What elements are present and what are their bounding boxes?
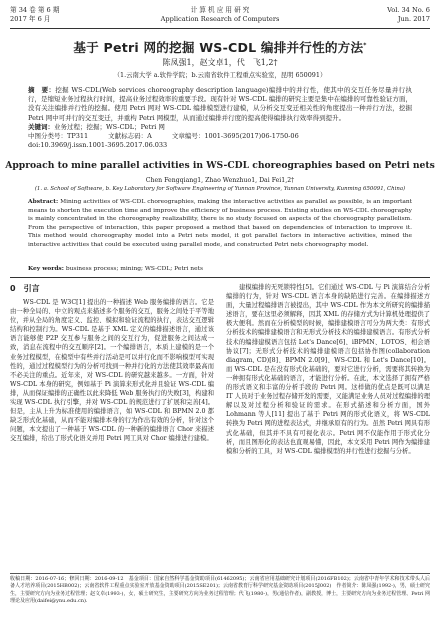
keywords-cn — [28, 123, 412, 132]
author-list-en: Chen Fengqiang1, Zhao Wenzhuo1, Dai Fei1,2† — [145, 177, 295, 184]
section-divider — [10, 277, 430, 278]
journal-name-cn: 计 算 机 应 用 研 究 — [190, 6, 250, 14]
footnote: 收稿日期：2016-07-16；修回日期：2016-09-12 基金项目：国家自然科学基金资助项目(61462095)；云南省应用基础研究计划项目(2016FB102)；云南省中青年学术和技术带头人后备人才培养项目(2015HB002)；云南省软件工程重点实验室开放基金资助项目(2015SE201)；云南省教育厅科学研究基金资助项目(2015J002) 作者简介：陈凤强(1992-)，男，硕士研究生，主要研究方向为业务过程管理；赵文卓(1993-)，女，硕士研究生，主要研究方向为业务过程管理；代飞(1980-)，男(通信作者)，副教授，博士，主要研究方向为业务过程管理、Petri 网理论及应用(daifei@ynu.edu.cn). — [10, 573, 430, 606]
body-column-left — [10, 283, 214, 444]
header-right — [387, 6, 430, 24]
keywords-en-label: Key words: — [28, 265, 64, 272]
keywords-en-text: business process; mining; WS-CDL; Petri nets — [65, 266, 203, 272]
section-heading-introduction: 0 引言 — [10, 284, 40, 293]
abstract-cn — [28, 86, 412, 123]
keywords-en — [28, 264, 412, 274]
classification-line — [28, 132, 412, 141]
affiliation: （1.云南大学 a.软件学院；b.云南省软件工程重点实验室，昆明 650091） — [113, 71, 327, 79]
affiliation-en: (1. a. School of Software, b. Key Laboratory for Software Engineering of Yunnan Province, Yunnan University, Kunming 650091, China) — [34, 186, 406, 192]
volume-cn: 第 34 卷 第 6 期 — [10, 6, 60, 14]
paper-title-en: Approach to mine parallel activities in WS-CDL choreographies based on Petri nets — [5, 160, 435, 171]
header-center — [10, 6, 430, 24]
body-paragraph: 建模编排的无死锁特性[5]。它们通过 WS-CDL 与 Pi 演算结合分析编排的行为，针对 WS-CDL 语言本身的缺陷进行完善。在编排描述方面，大量过程编排语言被提出，其中 WS-CDL 作为本文所研究的编排描述语言，要在这里必须解释，因其 XML 的存储方式为计算机处理提供了极大便利。然而在分析模型的时候，编排建模语言可分为两大类：有形式分析技术的编排建模语言和无形式分析技术的编排建模语言。有形式分析技术的编排建模语言包括 Let's Dance[6]、iBPMN、LOTOS、相会语协议[7]；无形式分析技术的编排建模语言包括协作图(collaboration diagram, CD)[8]、BPMN 2.0[9]、WS-CDL 和 Let's Dance[10]。而 WS-CDL 是在没有形式化基础的，要对它进行分析，需要将其转换为一种拥有形式化基础的语言，才能进行分析。在此，本文选择了拥有严格的形式语义和丰富的分析手段的 Petri 网。这样做的优点是既可以满足 IT 人员对于业务过程存储开发的需要，又能满足业务人员对过程编排的理解以及对过程分析和验证的需求。在形式描述和分析方面，国外 Lohmann 等人[11] 提出了基于 Petri 网的形式化语义，将 WS-CDL 转换为 Petri 网的进程表达式，并继承原有的行为。虽然 Petri 网具有形式化基础，但其并不具有可视化表示。Petri 网不仅能作用于形式化分析，而且图形化的表达也直观易懂，因此，本文采用 Petri 网作为编排建模和分析的工具，对 WS-CDL 编排模型的并行性进行挖掘与分析。 — [226, 284, 430, 455]
date-en: Jun. 2017 — [397, 15, 430, 23]
title-footnote-mark: * — [363, 41, 367, 49]
abstract-cn-text: 挖掘 WS-CDL(Web services choreography description language)编排中的并行性，使其中的交互任务尽量并行执行，是缩短业务过程执行时间，提高业务过程效率的重要手段。现有针对 WS-CDL 编排的研究主要是集中在编排的可靠性验证方面，没有关注编排并行性的挖掘。使用 Petri 网对 WS-CDL 编排模型进行建模，从分析交互变迁相关性的角度提出一种并行方法，挖掘 Petri 网中可并行的交互变迁，并重构 Petri 网模型，从而通过编排并行度的提高使得编排执行效率得到提升。 — [28, 86, 412, 122]
volume-en: Vol. 34 No. 6 — [387, 6, 430, 14]
paper-title-text: 基于 Petri 网的挖掘 WS-CDL 编排并行性的方法 — [73, 40, 364, 55]
running-header — [10, 6, 430, 29]
body-column-right — [226, 283, 430, 456]
date-cn: 2017 年 6 月 — [10, 15, 51, 23]
abstract-cn-label: 摘 要： — [28, 86, 56, 94]
paper-title — [0, 37, 440, 56]
article-number: 文章编号：1001-3695(2017)06-1750-06 — [171, 132, 299, 140]
keywords-cn-text: 业务过程；挖掘；WS-CDL；Petri 网 — [54, 123, 165, 131]
author-list: 陈凤强1，赵文卓1，代 飞1,2† — [162, 58, 278, 67]
document-code: 文献标志码：A — [108, 132, 152, 140]
keywords-cn-label: 关键词： — [28, 123, 54, 131]
journal-name-en: Application Research of Computers — [160, 15, 280, 23]
abstract-en-label: Abstract: — [28, 198, 59, 205]
abstract-en-text: Mining activities of WS-CDL choreographies, making the interactive activities as parallel as possible, is an important means to shorten the execution time and improve the efficiency of business process. Existing studies on WS-CDL choreography is mainly concentrated in the choreography realizability, there is no study focused on aspects of the choreography parallelism. From the perspective of interaction, this paper proposed a method that based on dependencies of interaction to improve it. This method would choreography model into a Petri nets model, it got parallel factors in interactive activities, mined the interactive activities that could be executed using parallel mode, and constructed Petri nets choreography model. — [28, 199, 412, 248]
clc-number: 中图分类号：TP311 — [28, 132, 89, 140]
abstract-en — [28, 198, 412, 249]
doi: doi:10.3969/j.issn.1001-3695.2017.06.033 — [28, 141, 168, 149]
body-paragraph: WS-CDL 是 W3C[1] 提出的一种描述 Web 服务编排的语言。它是由一种全局的、中立的观点来描述多个服务的交互，服务之间处于平等地位，并从全局的角度定义、监控、模拟和验证流程的执行，表达交互逻辑结构和控制行为。WS-CDL 是基于 XML 定义的编排描述语言，通过该语言能够使 P2P 交互参与服务之间的交互行为，促进服务之间达成一致，消息在流程中的交互顺序[2]。一个编排语言，本质上建模的是一个业务过程模型，在模型中有些并行活动是可以并行化而不影响模型可实现性的，通过过程模型行为的分析可找到一种并行化的方法使其效率最高而不必关注的重点。近年来，对 WS-CDL 的研究越来越多。一方面，针对 WS-CDL 本身的研究，例如基于 Pi 演算来形式化并且验证 WS-CDL 编排，从而保证编排的正确性以此来降低 Web 服务执行的失败[3]，构建和实现 WS-CDL 执行引擎，并对 WS-CDL 的规范进行了扩展和完善[4]。但是，主从上升为标准使用的编排语言，如 WS-CDL 和 BPMN 2.0 都缺乏形式化基础，从而不能对编排本身的行为作出有效的分析，针对这个问题，本文提出了一种基于 WS-CDL 的一种新的编排语言 Chor 来描述交互编排，给出了形式化语义并用 Petri 网工具对 Chor 编排进行建模。 — [10, 299, 214, 443]
